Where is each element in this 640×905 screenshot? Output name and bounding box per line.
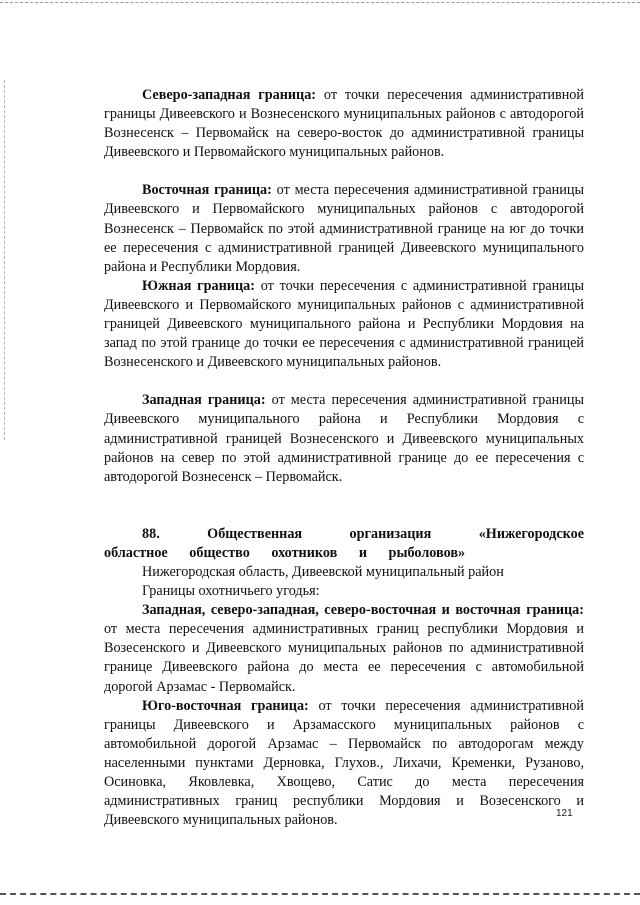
section-east (104, 181, 584, 276)
page-number: 121 (556, 808, 573, 819)
section-heading: Восточная граница: (142, 182, 272, 199)
section-text: от точки пересечения с административной границы Дивеевского и Первомайского муниципальных районов с административной границей Дивеевского муниципального района и Республики Мордовия на запад по этой границе до точки ее пересечения с административной границей Вознесенского и Дивеевского муниципальных районов. (104, 277, 584, 371)
section-text: от места пересечения административной границы Дивеевского муниципального района и Республики Мордовия с административной границей Вознесенского и Дивеевского муниципальных районов на север по этой административной границе до ее пересечения с автодорогой Вознесенск – Первомайск. (104, 392, 584, 485)
org-section-west-north-east (104, 601, 584, 696)
section-northwest (104, 86, 584, 162)
boundaries-label: Границы охотничьего угодья: (142, 583, 320, 600)
section-south (104, 277, 584, 372)
section-text: от точки пересечения административной границы Дивеевского и Вознесенского муниципальных районов с автодорогой Вознесенск – Первомайск на северо-восток до административной границы Дивеевского и Первомайского муниципальных районов. (104, 87, 584, 161)
section-heading: Северо-западная граница: (142, 87, 317, 103)
section-text: от места пересечения административной границы Дивеевского и Первомайского муниципальных районов с автодорогой Вознесенск – Первомайск по этой административной границе на юг до точки ее пересечения с административной границей Дивеевского муниципального района и Республики Мордовия. (104, 182, 584, 275)
page-text (104, 86, 584, 830)
section-heading: Западная граница: (142, 392, 266, 409)
org-section-southeast (104, 697, 584, 831)
scan-edge-top (0, 2, 640, 4)
section-west (104, 391, 584, 486)
section-text: от места пересечения административных границ республики Мордовия и Возесенского и Дивеевского муниципальных районов по административной границе Дивеевского района до места ее пересечения с автомобильной дорогой Арзамас - Первомайск. (104, 621, 584, 695)
section-heading: Западная, северо-западная, северо-восточная и восточная граница: (142, 602, 584, 619)
section-heading: Южная граница: (142, 277, 255, 294)
section-heading: Юго-восточная граница: (142, 697, 309, 714)
scan-edge-bottom (0, 893, 640, 896)
scan-edge-left (4, 80, 6, 440)
organization-location: Нижегородская область, Дивеевской муниципальный район (142, 563, 504, 580)
section-text: от точки пересечения административной границы Дивеевского и Арзамасского муниципальных районов с автомобильной дорогой Арзамас – Первомайск по автодорогам между населенными пунктами Дерновка, Глухов., Лихачи, Кременки, Рузаново, Осиновка, Яковлевка, Хвощево, Сатис до места пересечения административных границ республики Мордовия и Возесенского и Дивеевского муниципальных районов. (104, 697, 584, 829)
organization-title: 88. Общественная организация «Нижегородское областное общество охотников и рыболовов» (104, 525, 584, 561)
